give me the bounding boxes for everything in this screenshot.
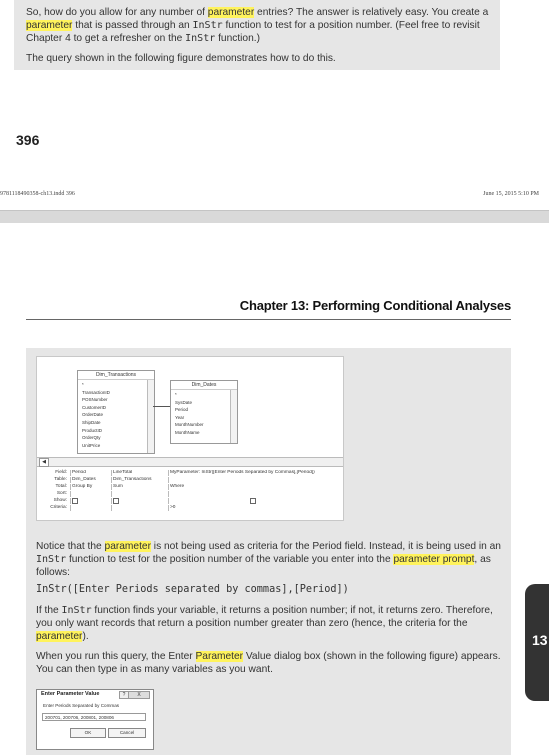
highlighted-word: parameter: [104, 541, 151, 552]
grid-cell: Sum: [111, 484, 169, 490]
print-slug-filename: 9781118490358-ch13.indd 396: [0, 191, 75, 197]
field-item: *: [175, 392, 177, 397]
enter-parameter-dialog: [36, 689, 154, 750]
grid-cell: [168, 498, 340, 504]
chapter-tab-number: 13: [532, 632, 548, 648]
table-title: Dim_Transactions: [78, 371, 154, 380]
grid-cell: Dim_Transactions: [111, 477, 169, 483]
text-run: Value dialog box (shown in the following figure) appears. You can then type in as many variables as you want.: [36, 651, 501, 675]
chapter-header: Chapter 13: Performing Conditional Analyses: [239, 298, 511, 313]
text-run: Notice that the: [36, 541, 105, 552]
checked-checkbox-icon: [113, 498, 119, 504]
text-run: , as follows:: [36, 554, 491, 578]
text-run: function to test for a position number. (Feel free to revisit Chapter 4 to get a refresher on the: [26, 20, 480, 44]
row-label: Total:: [55, 484, 67, 489]
page-separator: [0, 210, 549, 223]
code-line: InStr([Enter Periods separated by commas],[Period]): [36, 584, 349, 595]
field-item: MonthNumber: [175, 422, 204, 428]
grid-cell: [168, 477, 340, 483]
header-rule: [26, 319, 511, 320]
table-scrollbar: [230, 390, 237, 443]
code-term: InStr: [192, 20, 223, 31]
current-page: [0, 223, 549, 755]
highlighted-word: Parameter: [195, 651, 244, 662]
field-item: POSNumber: [82, 397, 108, 403]
grid-cell: Where: [168, 484, 340, 490]
dim-transactions-table: [77, 370, 155, 454]
field-item: MonthName: [175, 429, 200, 435]
shaded-text-box: [14, 0, 500, 70]
code-term: InStr: [61, 605, 92, 616]
grid-cell: [111, 498, 169, 504]
grid-row-table: [37, 477, 343, 484]
grid-cell: Group By: [70, 484, 112, 490]
close-icon[interactable]: X: [128, 691, 150, 699]
grid-cell: [70, 498, 112, 504]
explanation-paragraph: [36, 540, 501, 579]
grid-row-show: [37, 498, 343, 505]
intro-paragraph: [26, 6, 496, 45]
field-list: [78, 380, 154, 450]
text-run: So, how do you allow for any number of: [26, 7, 208, 18]
cancel-button[interactable]: Cancel: [108, 728, 146, 738]
grid-cell: [111, 491, 169, 497]
field-item: UnitPrice: [82, 442, 101, 448]
field-item: TransactionID: [82, 389, 110, 395]
row-label: Sort:: [56, 491, 67, 496]
grid-cell: Dim_Dates: [70, 477, 112, 483]
row-label: Criteria:: [50, 505, 67, 510]
grid-cell: [70, 505, 112, 511]
grid-cell: LineTotal: [111, 470, 169, 476]
page-number: 396: [16, 132, 40, 148]
grid-row-sort: [37, 491, 343, 498]
text-run: If the: [36, 605, 62, 616]
field-list: [171, 390, 237, 438]
grid-cell: [70, 491, 112, 497]
help-icon[interactable]: ?: [119, 691, 129, 699]
highlighted-word: parameter: [36, 631, 83, 642]
text-run: function.): [215, 33, 260, 44]
grid-row-field: [37, 470, 343, 477]
text-run: When you run this query, the Enter: [36, 651, 196, 662]
dialog-prompt: Enter Periods Separated by Commas: [43, 703, 120, 708]
field-item: ShipDate: [82, 419, 101, 425]
print-slug-date: June 15, 2015 5:10 PM: [483, 191, 539, 197]
dim-dates-table: [170, 380, 238, 444]
row-label: Show:: [53, 498, 67, 503]
grid-row-criteria: [37, 505, 343, 512]
grid-cell: Period: [70, 470, 112, 476]
row-label: Field:: [55, 470, 67, 475]
field-item: ProductID: [82, 427, 103, 433]
field-item: CustomerID: [82, 404, 107, 410]
grid-cell: [111, 505, 169, 511]
text-run: is not being used as criteria for the Period field. Instead, it is being used in an: [150, 541, 501, 552]
field-item: Year: [175, 414, 185, 420]
grid-cell: [168, 491, 340, 497]
text-run: function finds your variable, it returns a position number; if not, it returns zero. Therefore, you only want records that return a position number greater than zero (hence, the criteria for the: [36, 605, 493, 629]
query-grid: [37, 470, 343, 518]
parameter-input[interactable]: 200701, 200706, 200801, 200806: [42, 713, 146, 721]
field-item: OrderDate: [82, 412, 104, 418]
code-term: InStr: [185, 33, 216, 44]
chapter-thumb-tab: [525, 584, 549, 701]
checked-checkbox-icon: [72, 498, 78, 504]
text-run: ).: [82, 631, 89, 642]
query-design-figure: [36, 356, 344, 521]
dialog-intro-paragraph: [36, 650, 501, 676]
ok-button[interactable]: OK: [70, 728, 106, 738]
dialog-title: Enter Parameter Value: [41, 691, 100, 697]
field-item: *: [82, 382, 84, 387]
figure-intro-paragraph: The query shown in the following figure demonstrates how to do this.: [26, 53, 336, 64]
grid-row-total: [37, 484, 343, 491]
text-run: function to test for the position number of the variable you enter into the: [66, 554, 394, 565]
field-item: OrderQty: [82, 435, 101, 441]
previous-page: [0, 0, 549, 210]
text-run: that is passed through an: [72, 20, 193, 31]
row-label: Table:: [54, 477, 67, 482]
code-term: InStr: [36, 554, 67, 565]
field-item: Period: [175, 407, 189, 413]
result-paragraph: [36, 604, 501, 643]
horizontal-scrollbar: [37, 457, 343, 467]
highlighted-word: parameter prompt: [393, 554, 475, 565]
highlighted-word: parameter: [207, 7, 255, 18]
unchecked-checkbox-icon: [250, 498, 256, 504]
join-line: [153, 406, 170, 407]
field-item: SysDate: [175, 399, 193, 405]
table-title: Dim_Dates: [171, 381, 237, 390]
shaded-content-box: [26, 348, 511, 755]
grid-cell: MyParameter: InStr([Enter Periods Separated by Commas],[Period]): [168, 470, 340, 476]
grid-cell: >0: [168, 505, 340, 511]
table-scrollbar: [147, 380, 154, 453]
highlighted-word: parameter: [26, 20, 73, 31]
scroll-left-icon: ◀: [39, 458, 49, 467]
text-run: entries? The answer is relatively easy. You create a: [254, 7, 489, 18]
